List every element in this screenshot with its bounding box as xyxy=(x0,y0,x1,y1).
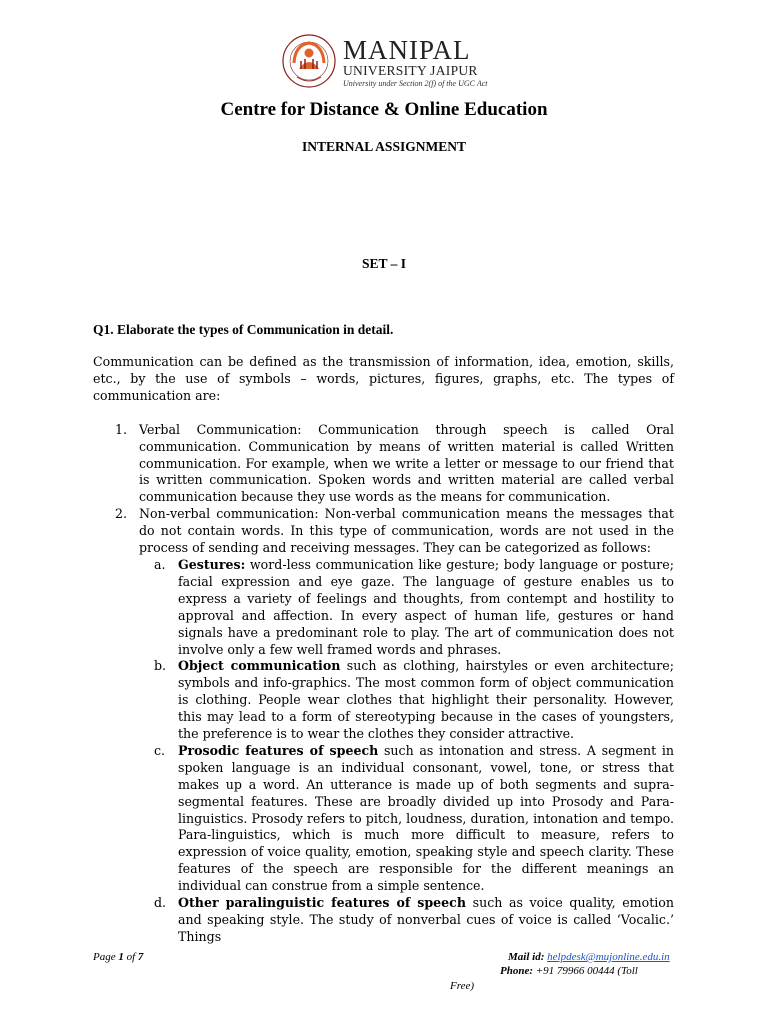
sublist-text: word-less communication like gesture; body language or posture; facial expression and eye gaze. The language of gesture enables us to express a variety of feelings and thoughts, from contempt and hostility to approval and affection. In every aspect of human life, gestures or hand signals have a predominant role to play. The art of communication does not involve only a few well framed words and phrases. xyxy=(178,556,674,657)
sublist-item xyxy=(139,895,674,946)
sublist-term: Gestures: xyxy=(178,556,246,572)
answer-body xyxy=(93,354,674,946)
university-logo xyxy=(281,33,501,93)
assignment-title: INTERNAL ASSIGNMENT xyxy=(302,139,466,154)
sublist-text: such as voice quality, emotion and speaking style. The study of nonverbal cues of voice is called ‘Vocalic.’ Things xyxy=(178,895,674,944)
sublist-text: such as clothing, hairstyles or even architecture; symbols and info-graphics. The most common form of object communication is clothing. People wear clothes that highlight their personality. However, this may lead to a form of stereotyping because in the cases of youngsters, the preference is to wear the clothes they consider attractive. xyxy=(178,658,674,742)
logo-tagline: University under Section 2(f) of the UGC Act xyxy=(343,79,488,88)
list-number: 2. xyxy=(115,506,128,522)
phone-value: +91 79966 00444 (Toll xyxy=(535,965,638,977)
intro-paragraph: Communication can be defined as the transmission of information, idea, emotion, skills, etc., by the use of symbols – words, pictures, figures, graphs, etc. The types of communication are: xyxy=(93,354,674,403)
mail-label: Mail id: xyxy=(508,951,545,963)
sublist-letter: b. xyxy=(154,658,167,674)
list-item-text: Verbal Communication: Communication through speech is called Oral communication. Communication by means of written material is called Written communication. For example, when we write a letter or message to our friend that is written communication. Spoken words and written material are called verbal communication because they use words as the means for communication. xyxy=(139,421,674,505)
sublist-item xyxy=(139,743,674,895)
list-item-text: Non-verbal communication: Non-verbal communication means the messages that do not contain words. In this type of communication, words are not used in the process of sending and receiving messages. They can be categorized as follows: xyxy=(139,506,674,556)
question-title: Q1. Elaborate the types of Communication in detail. xyxy=(93,322,394,337)
sublist-term: Prosodic features of speech xyxy=(178,742,379,758)
mail-link[interactable]: helpdesk@mujonline.edu.in xyxy=(547,951,670,963)
list-number: 1. xyxy=(115,421,128,437)
types-list xyxy=(93,422,674,946)
logo-name: MANIPAL xyxy=(343,35,471,65)
page-current: 1 xyxy=(118,951,124,963)
list-item xyxy=(93,422,674,507)
phone-label: Phone: xyxy=(500,965,533,977)
sublist-text: such as intonation and stress. A segment in spoken language is an individual consonant, vowel, tone, or stress that makes up a word. An utterance is made up of both segments and supra-segmental features. These are broadly divided up into Prosody and Para-linguistics. Prosody refers to pitch, loudness, duration, intonation and tempo. Para-linguistics, which is much more difficult to measure, refers to expression of voice quality, emotion, speaking style and speech clarity. These features of the speech are responsible for the different meanings an individual can construe from a simple sentence. xyxy=(178,742,674,894)
sublist-letter: a. xyxy=(154,556,166,572)
footer-phone xyxy=(500,965,638,977)
sublist-term: Object communication xyxy=(178,658,341,674)
page-mid: of xyxy=(123,951,138,963)
sublist-item xyxy=(139,658,674,743)
list-item xyxy=(93,506,674,946)
logo-subtitle: UNIVERSITY JAIPUR xyxy=(343,63,478,78)
page-prefix: Page xyxy=(93,951,119,963)
sublist-term: Other paralinguistic features of speech xyxy=(178,895,467,911)
phone-continuation: Free) xyxy=(450,980,475,992)
sublist-letter: d. xyxy=(154,895,167,911)
footer-mail xyxy=(508,951,670,963)
nonverbal-sublist xyxy=(139,557,674,946)
page-number xyxy=(93,951,143,963)
university-seal-icon xyxy=(281,33,337,89)
page-total: 7 xyxy=(137,951,144,963)
set-title: SET – I xyxy=(361,256,407,271)
centre-title: Centre for Distance & Online Education xyxy=(220,99,548,120)
sublist-item xyxy=(139,557,674,658)
sublist-letter: c. xyxy=(154,742,166,758)
